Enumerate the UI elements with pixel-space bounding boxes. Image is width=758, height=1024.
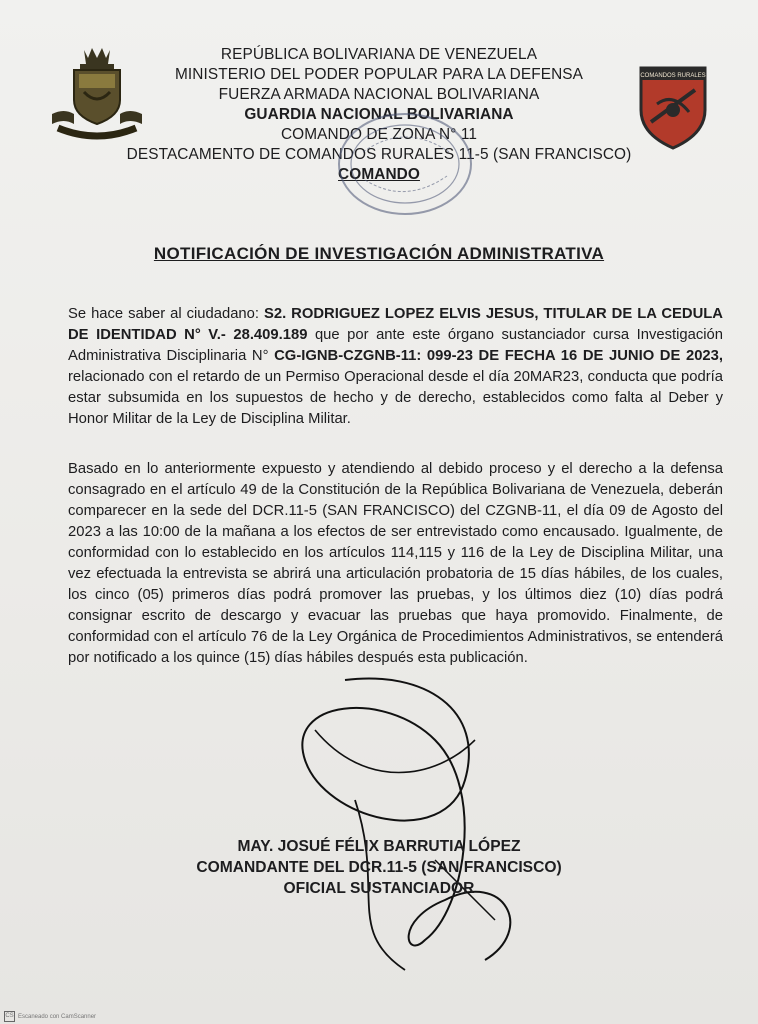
procedure-text: que por ante este órgano sustanciador cursa Investigación Administrativa Disciplinaria N° (68, 327, 723, 364)
handwritten-signature (285, 670, 545, 975)
case-description: relacionado con el retardo de un Permiso Operacional desde el día 20MAR23, conducta que podría estar subsumida en los supuestos de hecho y de derecho, establecidos como falta al Deber y Honor Militar de la Ley de Disciplina Militar. (68, 369, 723, 427)
header-line-ministry: MINISTERIO DEL PODER POPULAR PARA LA DEFENSA (174, 66, 584, 83)
scanner-footer (4, 1011, 96, 1022)
signatory-title: OFICIAL SUSTANCIADOR (283, 880, 475, 897)
signature-block (0, 836, 758, 899)
header-line-detachment: DESTACAMENTO DE COMANDOS RURALES 11-5 (SAN FRANCISCO) (126, 146, 632, 163)
signatory-name: MAY. JOSUÉ FÉLIX BARRUTIA LÓPEZ (237, 838, 521, 855)
notification-paragraph (68, 304, 723, 430)
intro-text: Se hace saber al ciudadano: (68, 306, 264, 322)
citizen-identification: S2. RODRIGUEZ LOPEZ ELVIS JESUS, TITULAR DE LA CEDULA DE IDENTIDAD N° V.- 28.409.189 (68, 306, 723, 343)
badge-text: COMANDOS RURALES (640, 73, 706, 79)
case-number: CG-IGNB-CZGNB-11: 099-23 DE FECHA 16 DE JUNIO DE 2023, (274, 348, 724, 364)
scanner-text: Escaneado con CamScanner (18, 1013, 97, 1020)
header-line-command: COMANDO (338, 166, 420, 183)
header-line-zone: COMANDO DE ZONA N° 11 (280, 126, 478, 143)
official-stamp-icon (335, 110, 475, 218)
header-line-republic: REPÚBLICA BOLIVARIANA DE VENEZUELA (220, 46, 538, 63)
summons-paragraph: Basado en lo anteriormente expuesto y atendiendo al debido proceso y el derecho a la defensa consagrado en el artículo 49 de la Constitución de la República Bolivariana de Venezuela, deberán comparecer en la sede del DCR.11-5 (SAN FRANCISCO) del CZGNB-11, el día 09 de Agosto del 2023 a las 10:00 de la mañana a los efectos de ser entrevistado como encausado. Igualmente, de conformidad con lo establecido en los artículos 114,115 y 116 de la Ley de Disciplina Militar, una vez efectuada la entrevista se abrirá una articulación probatoria de 15 días hábiles, de los cuales, los cinco (05) primeros días podrá promover las pruebas, y los últimos diez (10) días podrá consignar escrito de descargo y evacuar las pruebas que haya promovido. Finalmente, de conformidad con el artículo 76 de la Ley Orgánica de Procedimientos Administrativos, se entenderá por notificado a los quince (15) días hábiles después esta publicación. (68, 461, 723, 666)
header-line-guard: GUARDIA NACIONAL BOLIVARIANA (244, 106, 514, 123)
camscanner-icon: CS (4, 1011, 15, 1022)
rural-commandos-badge-icon (637, 64, 709, 150)
document-title: NOTIFICACIÓN DE INVESTIGACIÓN ADMINISTRATIVA (153, 244, 605, 263)
signatory-role: COMANDANTE DEL DCR.11-5 (SAN FRANCISCO) (196, 859, 562, 876)
header-line-armed-force: FUERZA ARMADA NACIONAL BOLIVARIANA (218, 86, 540, 103)
